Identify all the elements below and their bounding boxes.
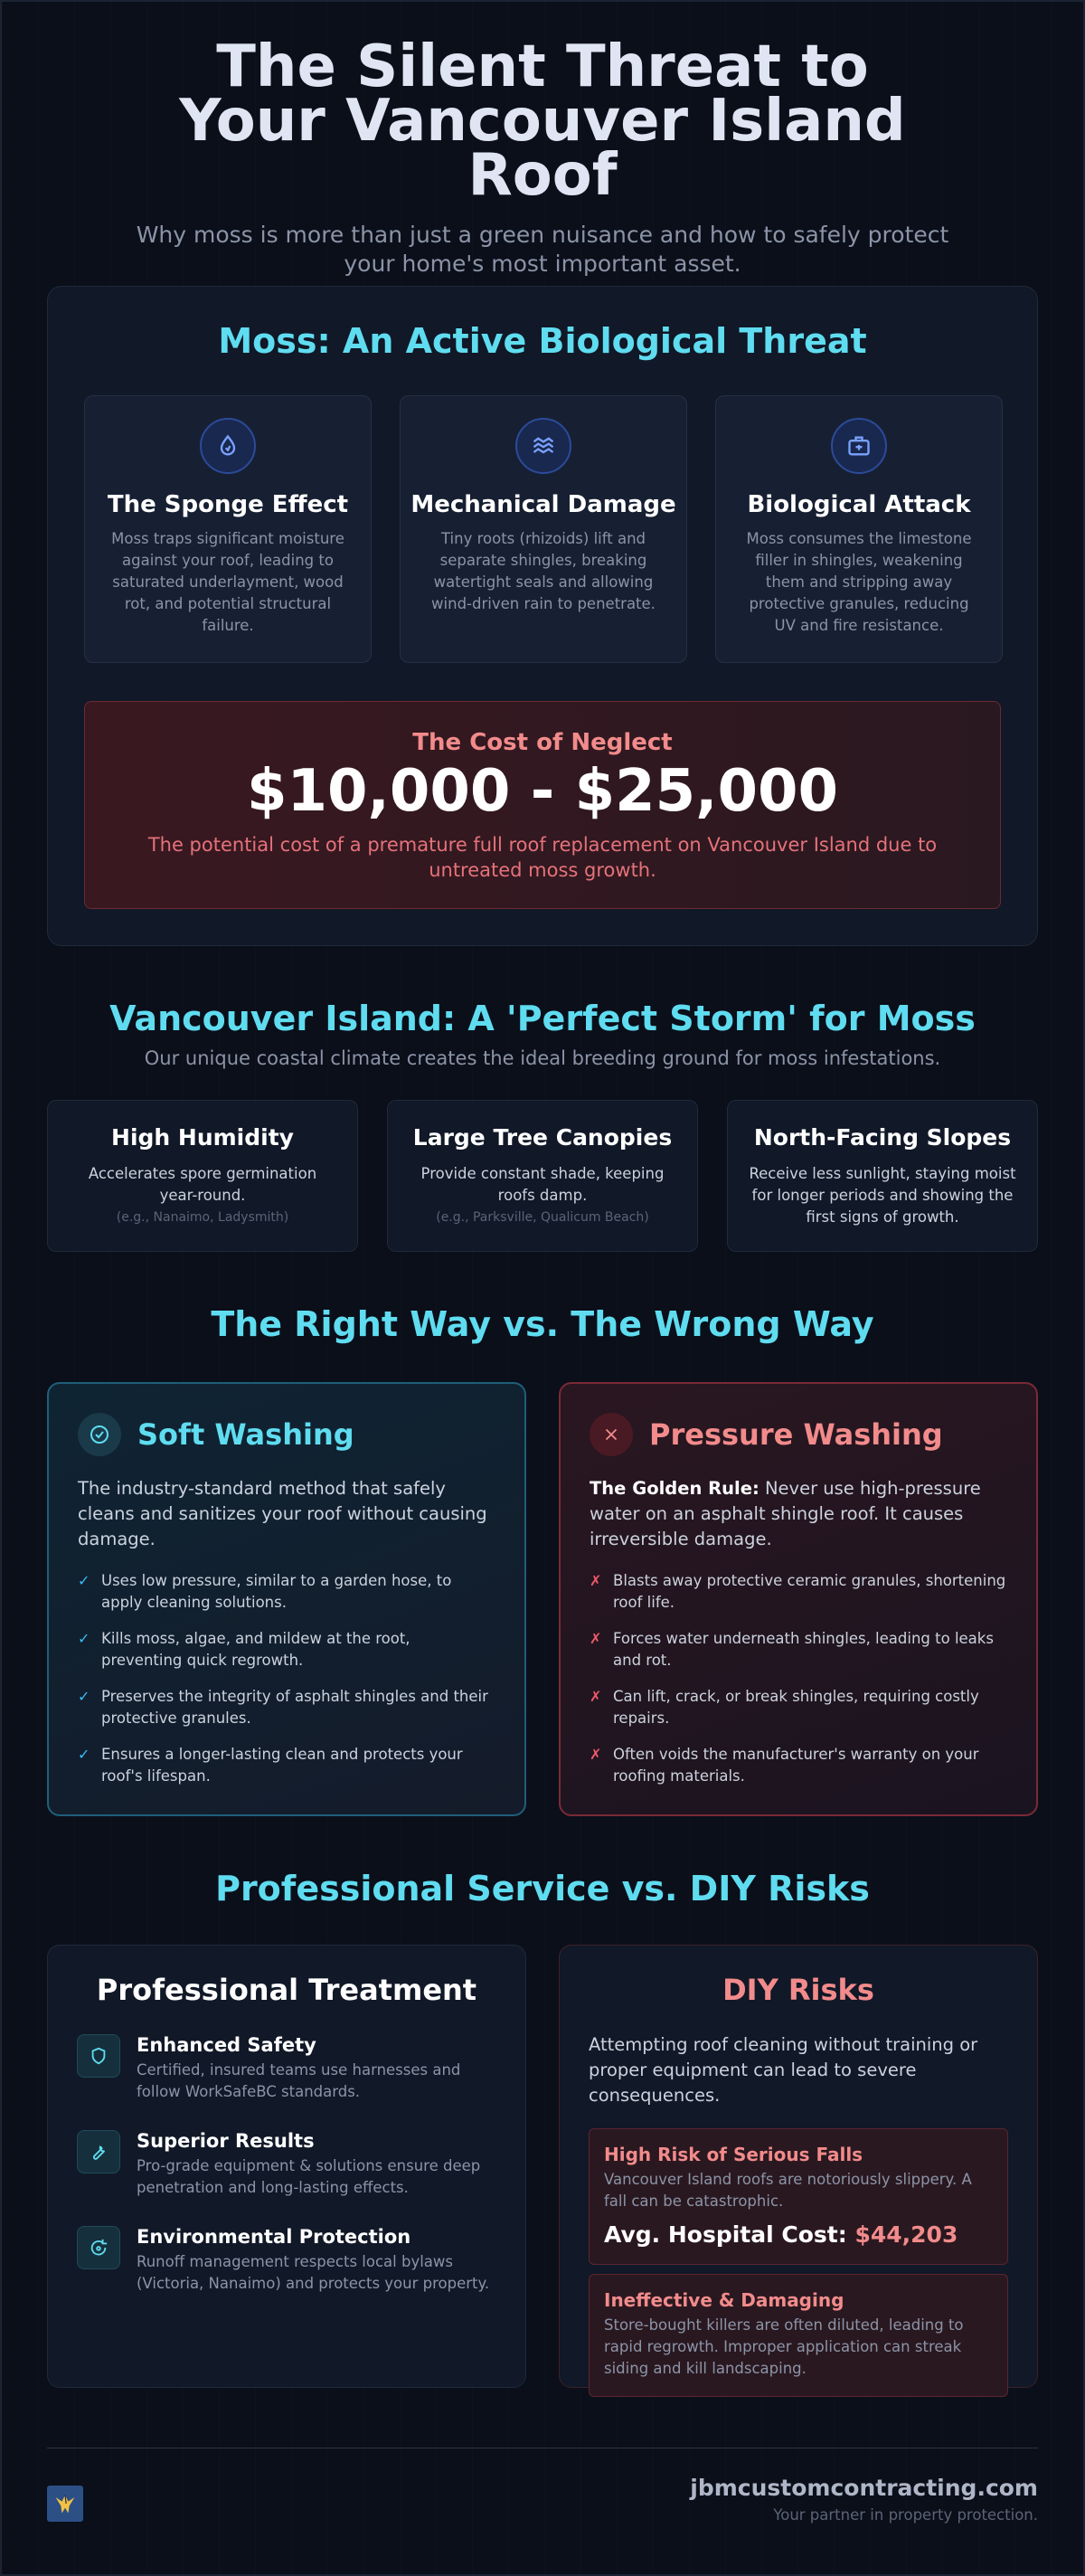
- climate-title: Vancouver Island: A 'Perfect Storm' for Moss: [109, 999, 976, 1038]
- list-item: ✓ Uses low pressure, similar to a garden hose, to apply cleaning solutions.: [78, 1570, 495, 1614]
- threat-card-text: Moss consumes the limestone filler in shingles, weakening them and stripping away protective granules, reducing UV and fire resistance.: [746, 530, 972, 634]
- climate-card-title: North-Facing Slopes: [753, 1124, 1012, 1151]
- risk-falls: [589, 2128, 1008, 2265]
- pro-item-text: Pro-grade equipment & solutions ensure deep penetration and long-lasting effects.: [137, 2157, 481, 2196]
- cost-label: The Cost of Neglect: [412, 729, 673, 756]
- threat-card-title: The Sponge Effect: [107, 491, 349, 518]
- wrench-icon: [77, 2130, 120, 2174]
- threat-card-biological: [715, 395, 1003, 663]
- cross-icon: ✗: [590, 1688, 602, 1705]
- layers-icon: [515, 418, 571, 474]
- soft-washing-intro: The industry-standard method that safely cleans and sanitizes your roof without causing damage.: [78, 1478, 487, 1549]
- pro-item-results: [77, 2130, 496, 2199]
- cross-icon: ✗: [590, 1572, 602, 1589]
- suitcase-icon: [831, 418, 887, 474]
- climate-card-example: (e.g., Parksville, Qualicum Beach): [436, 1210, 649, 1225]
- soft-washing-title: Soft Washing: [137, 1417, 354, 1452]
- threat-card-mechanical: [400, 395, 687, 663]
- risk-title: Ineffective & Damaging: [604, 2289, 844, 2311]
- professional-treatment-card: [47, 1945, 526, 2388]
- check-icon: ✓: [78, 1572, 90, 1589]
- check-icon: ✓: [78, 1630, 90, 1647]
- climate-card-example: (e.g., Nanaimo, Ladysmith): [116, 1210, 289, 1225]
- threat-card-sponge: [84, 395, 372, 663]
- service-title: Professional Service vs. DIY Risks: [215, 1869, 870, 1908]
- page-title: The Silent Threat to Your Vancouver Island Roof: [179, 33, 906, 209]
- soft-washing-card: [47, 1382, 526, 1816]
- methods-title: The Right Way vs. The Wrong Way: [211, 1304, 874, 1344]
- cross-icon: ✗: [590, 1746, 602, 1763]
- cross-icon: ✗: [590, 1630, 602, 1647]
- threat-card-text: Tiny roots (rhizoids) lift and separate shingles, breaking watertight seals and allowing wind-driven rain to penetrate.: [431, 530, 656, 612]
- hospital-cost-value: $44,203: [854, 2221, 958, 2248]
- pressure-washing-intro: The Golden Rule: Never use high-pressure water on an asphalt shingle roof. It causes irreversible damage.: [590, 1478, 981, 1549]
- climate-card-text: Provide constant shade, keeping roofs damp.: [420, 1165, 665, 1204]
- footer-tagline: Your partner in property protection.: [773, 2506, 1038, 2524]
- risk-ineffective: [589, 2274, 1008, 2397]
- threat-panel: [47, 286, 1038, 946]
- pressure-washing-title: Pressure Washing: [649, 1417, 943, 1452]
- climate-card-title: High Humidity: [111, 1124, 294, 1151]
- professional-title: Professional Treatment: [96, 1973, 477, 2007]
- list-item: ✗ Can lift, crack, or break shingles, requiring costly repairs.: [590, 1686, 1007, 1729]
- pro-item-title: Enhanced Safety: [137, 2034, 316, 2056]
- pro-item-text: Runoff management respects local bylaws (Victoria, Nanaimo) and protects your property.: [137, 2253, 490, 2292]
- check-icon: ✓: [78, 1746, 90, 1763]
- company-logo[interactable]: [47, 2486, 83, 2522]
- pro-item-text: Certified, insured teams use harnesses and follow WorkSafeBC standards.: [137, 2061, 461, 2100]
- threat-title: Moss: An Active Biological Threat: [218, 321, 867, 361]
- hospital-cost: Avg. Hospital Cost: $44,203: [604, 2221, 958, 2248]
- check-icon: ✓: [78, 1688, 90, 1705]
- water-drop-icon: [200, 418, 256, 474]
- cost-of-neglect: [84, 701, 1001, 909]
- hero: [0, 33, 1085, 279]
- threat-card-text: Moss traps significant moisture against your roof, leading to saturated underlayment, wood rot, and potential structural failure.: [111, 530, 344, 634]
- risk-title: High Risk of Serious Falls: [604, 2144, 863, 2165]
- threat-card-title: Mechanical Damage: [410, 491, 676, 518]
- risk-text: Vancouver Island roofs are notoriously slippery. A fall can be catastrophic.: [604, 2171, 972, 2210]
- pro-item-title: Environmental Protection: [137, 2226, 411, 2248]
- diy-intro: Attempting roof cleaning without training or proper equipment can lead to severe consequences.: [589, 2034, 978, 2106]
- climate-card-slopes: [727, 1100, 1038, 1252]
- climate-card-canopies: [387, 1100, 698, 1252]
- pro-item-safety: [77, 2034, 496, 2103]
- diy-risks-card: [559, 1945, 1038, 2388]
- climate-subtitle: Our unique coastal climate creates the ideal breeding ground for moss infestations.: [144, 1047, 941, 1069]
- pro-item-environment: [77, 2226, 496, 2295]
- list-item: ✓ Kills moss, algae, and mildew at the root, preventing quick regrowth.: [78, 1628, 495, 1672]
- pressure-washing-list: [590, 1570, 1007, 1787]
- list-item: ✓ Ensures a longer-lasting clean and protects your roof's lifespan.: [78, 1744, 495, 1787]
- cost-description: The potential cost of a premature full roof replacement on Vancouver Island due to untreated moss growth.: [147, 834, 938, 881]
- diy-title: DIY Risks: [722, 1973, 874, 2007]
- pro-item-title: Superior Results: [137, 2130, 315, 2152]
- shield-icon: [77, 2034, 120, 2078]
- climate-card-text: Accelerates spore germination year-round.: [88, 1165, 317, 1204]
- list-item: ✗ Often voids the manufacturer's warranty on your roofing materials.: [590, 1744, 1007, 1787]
- cost-amount: $10,000 - $25,000: [246, 758, 839, 825]
- recycle-icon: [77, 2226, 120, 2269]
- list-item: ✗ Blasts away protective ceramic granules, shortening roof life.: [590, 1570, 1007, 1614]
- footer-site-link[interactable]: jbmcustomcontracting.com: [690, 2475, 1038, 2501]
- golden-rule-label: The Golden Rule:: [590, 1478, 760, 1499]
- list-item: ✗ Forces water underneath shingles, leading to leaks and rot.: [590, 1628, 1007, 1672]
- check-circle-icon: [78, 1413, 121, 1456]
- soft-washing-list: [78, 1570, 495, 1787]
- page-subtitle: Why moss is more than just a green nuisance and how to safely protect your home's most important asset.: [136, 222, 949, 277]
- threat-card-title: Biological Attack: [747, 491, 971, 518]
- climate-card-title: Large Tree Canopies: [412, 1124, 673, 1151]
- climate-card-humidity: [47, 1100, 358, 1252]
- climate-card-text: Receive less sunlight, staying moist for longer periods and showing the first signs of growth.: [749, 1165, 1016, 1226]
- close-icon: [590, 1413, 633, 1456]
- footer-brand: [690, 2475, 1038, 2524]
- list-item: ✓ Preserves the integrity of asphalt shingles and their protective granules.: [78, 1686, 495, 1729]
- pressure-washing-card: [559, 1382, 1038, 1816]
- risk-text: Store-bought killers are often diluted, leading to rapid regrowth. Improper application can streak siding and kill landscaping.: [604, 2316, 964, 2377]
